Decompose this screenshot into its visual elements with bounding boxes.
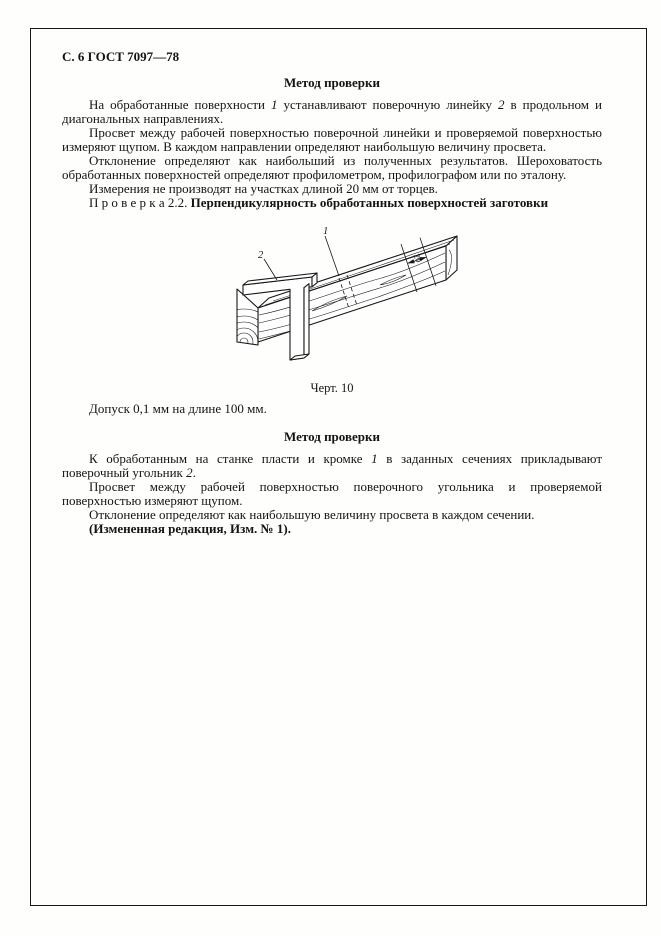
- text-run: К обработанным на станке пласти и кромке: [89, 451, 372, 466]
- text-run: На обработанные поверхности: [89, 97, 272, 112]
- ref-number-1: 1: [371, 451, 378, 466]
- leader-line-1: [325, 236, 339, 276]
- section1-paragraph-3: Отклонение определяют как наибольший из полученных результатов. Шероховатость обработанных поверхностей определяют профилометром, профилографом или по эталону.: [62, 153, 602, 182]
- ref-number-2: 2: [497, 97, 505, 112]
- dimension-20-text: 20: [411, 252, 424, 264]
- technical-drawing: [228, 223, 478, 371]
- tolerance-paragraph: Допуск 0,1 мм на длине 100 мм.: [89, 401, 267, 416]
- text-run: .: [192, 465, 196, 480]
- section1-title: Метод проверки: [284, 75, 380, 90]
- leader-lines: [264, 236, 339, 280]
- page-border-frame: [30, 28, 647, 906]
- section1-paragraph-1: [62, 98, 602, 126]
- section2-paragraph-3: Отклонение определяют как наибольшую величину просвета в каждом сечении.: [89, 507, 535, 522]
- check-2-2-heading: [62, 196, 602, 210]
- figure-label-2: 2: [258, 250, 264, 261]
- ref-number-2: 2: [186, 465, 193, 480]
- page-header: С. 6 ГОСТ 7097—78: [62, 49, 180, 64]
- section2-paragraph-1: [62, 452, 602, 480]
- leader-line-2: [264, 259, 277, 280]
- text-run: в заданных сечениях прикладывают поверочный угольник: [62, 451, 603, 480]
- check-subject: Перпендикулярность обработанных поверхностей заготовки: [190, 195, 549, 210]
- amendment-note: (Измененная редакция, Изм. № 1).: [89, 521, 291, 536]
- plank-end-grain-face: [237, 289, 258, 345]
- section2-paragraph-2: Просвет между рабочей поверхностью поверочного угольника и проверяемой поверхностью измеряют щупом.: [62, 479, 602, 508]
- text-run: в продольном и диагональных направлениях.: [62, 97, 602, 126]
- section2-title: Метод проверки: [284, 429, 380, 444]
- square-blade-side-face: [304, 284, 309, 358]
- figure-label-1: 1: [323, 226, 329, 237]
- section1-paragraph-2: Просвет между рабочей поверхностью поверочной линейки и проверяемой поверхностью измеряют щупом. В каждом направлении определяют наибольшую величину просвета.: [62, 125, 602, 154]
- figure-chert-10: [228, 223, 478, 371]
- ref-number-1: 1: [271, 97, 278, 112]
- figure-caption: Черт. 10: [310, 381, 354, 395]
- section1-paragraph-4: Измерения не производят на участках длиной 20 мм от торцев.: [89, 181, 438, 196]
- check-label: П р о в е р к а 2.2.: [89, 195, 191, 210]
- text-run: устанавливают поверочную линейку: [277, 97, 498, 112]
